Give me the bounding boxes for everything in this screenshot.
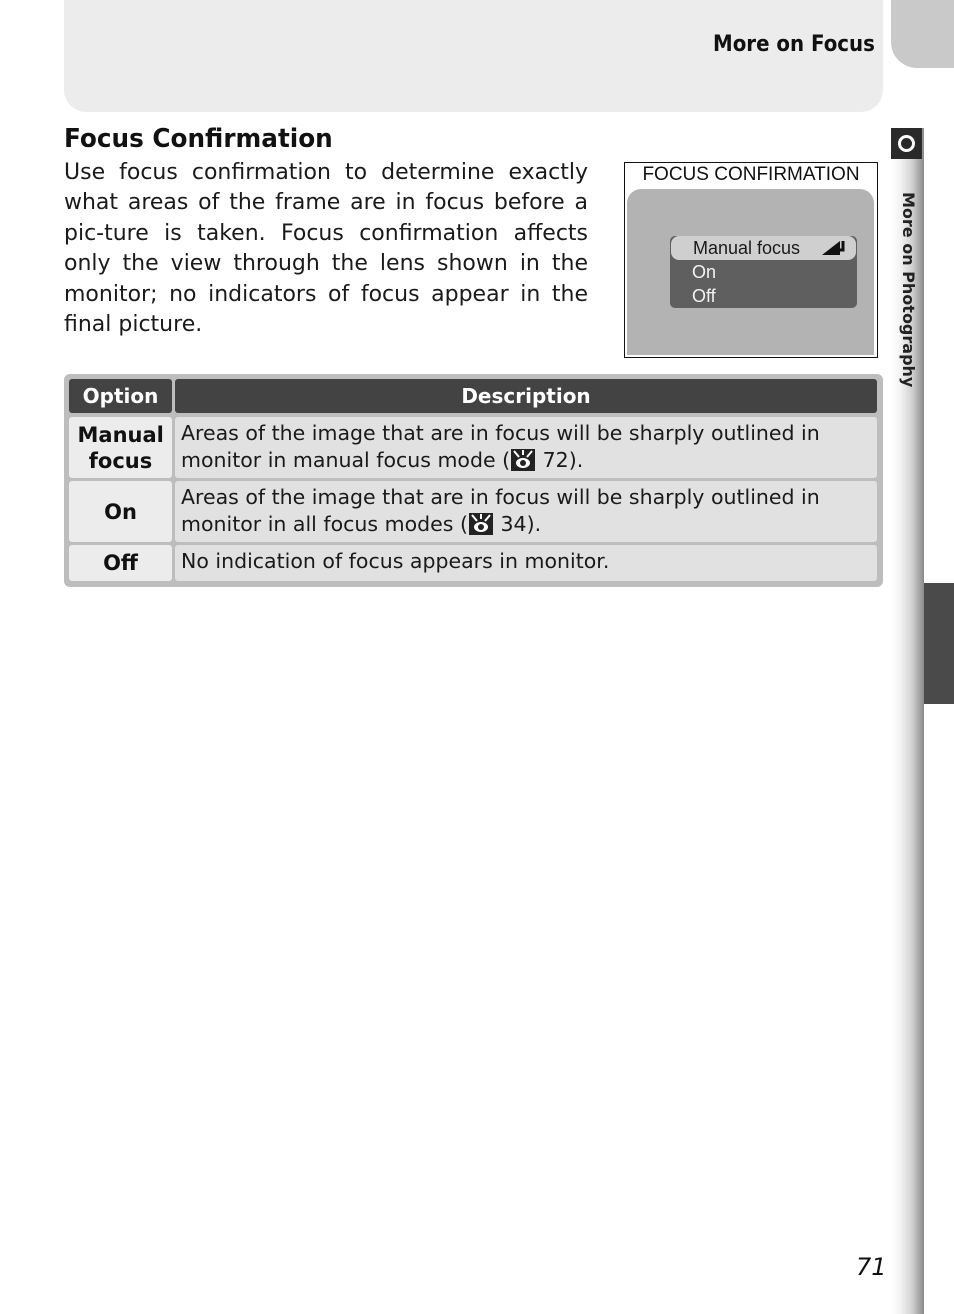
focus-menu (670, 236, 857, 308)
page-number: 71 (856, 1253, 887, 1281)
description-off (175, 545, 877, 581)
chapter-tab-top (891, 0, 954, 68)
description-text-end: ). (526, 512, 542, 536)
menu-item-off[interactable] (670, 284, 857, 308)
menu-item-label: Off (692, 286, 716, 306)
screen-title: FOCUS CONFIRMATION (642, 164, 860, 185)
screen-body (627, 189, 874, 355)
chapter-marker (924, 583, 954, 704)
camera-mode-icon (891, 128, 922, 159)
description-text: No indication of focus appears in monitor. (181, 549, 610, 573)
option-on: On (69, 481, 172, 542)
intro-paragraph: Use focus confirmation to determine exactly what areas of the frame are in focus before a pic-ture is taken. Focus confirmation affects only the view through the lens shown in the monitor; no indicators of focus appear in the final picture. (64, 160, 588, 338)
menu-item-manual-focus[interactable] (671, 236, 856, 260)
book-reference-icon (469, 513, 493, 535)
chapter-label: More on Photography (899, 192, 918, 388)
section-title: Focus Confirmation (64, 124, 333, 154)
menu-item-label: On (692, 262, 717, 282)
option-label: Manual focus (77, 422, 164, 473)
header-option: Option (69, 379, 172, 413)
description-on (175, 481, 877, 542)
menu-item-on[interactable] (670, 260, 857, 284)
header-description: Description (175, 379, 877, 413)
options-table (64, 374, 883, 587)
menu-item-label: Manual focus (693, 238, 801, 258)
description-text-end: ). (568, 448, 584, 472)
book-reference-icon (511, 449, 535, 471)
description-text: Areas of the image that are in focus will be sharply outlined in monitor in all focus modes ( (181, 485, 820, 536)
option-off: Off (69, 545, 172, 581)
running-header: More on Focus (713, 32, 875, 57)
enter-icon (820, 239, 848, 256)
page-reference[interactable]: 72 (542, 448, 569, 472)
option-manual-focus (69, 417, 172, 478)
description-text: Areas of the image that are in focus will be sharply outlined in monitor in manual focus mode ( (181, 421, 820, 472)
monitor-screenshot (624, 162, 878, 358)
description-manual-focus (175, 417, 877, 478)
page-reference[interactable]: 34 (500, 512, 527, 536)
